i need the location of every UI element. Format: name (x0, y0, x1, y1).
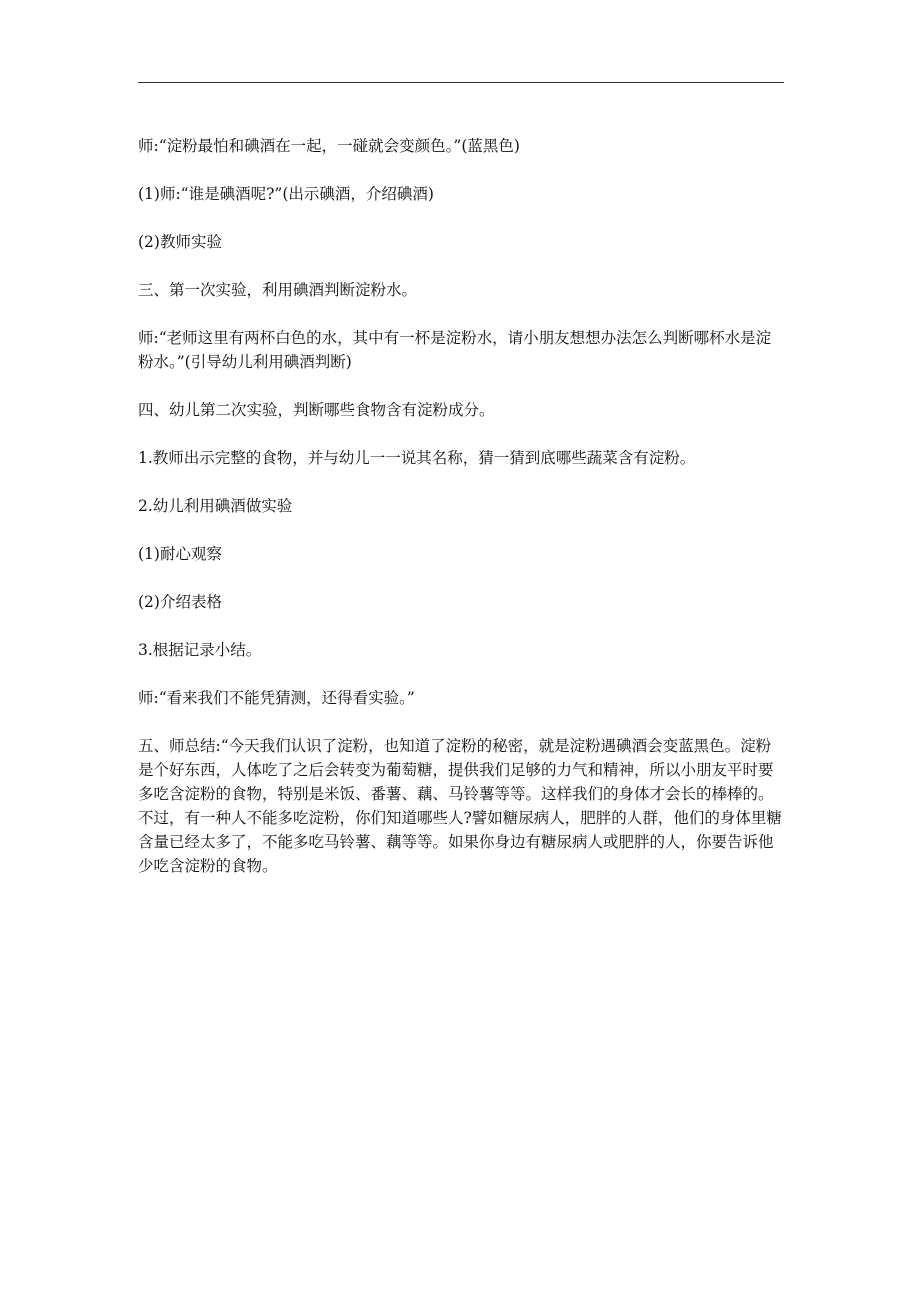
paragraph-who-is-iodine: (1)师:“谁是碘酒呢?”(出示碘酒，介绍碘酒) (138, 185, 434, 203)
paragraph-children-experiment: 2.幼儿利用碘酒做实验 (138, 497, 293, 515)
paragraph-cannot-guess: 师:“看来我们不能凭猜测，还得看实验。” (138, 689, 415, 707)
header-rule (138, 82, 784, 83)
section-heading-conclusion: 五、师总结:“今天我们认识了淀粉，也知道了淀粉的秘密，就是淀粉遇碘酒会变蓝黑色。淀粉是个好东西，人体吃了之后会转变为葡萄糖，提供我们足够的力气和精神，所以小朋友平时要多吃含淀粉的食物，特别是米饭、番薯、藕、马铃薯等等。这样我们的身体才会长的棒棒的。不过，有一种人不能多吃淀粉，你们知道哪些人?譬如糖尿病人，肥胖的人群，他们的身体里糖含量已经太多了，不能多吃马铃薯、藕等等。如果你身边有糖尿病人或肥胖的人，你要告诉他少吃含淀粉的食物。 (138, 737, 782, 875)
section-heading-second-experiment: 四、幼儿第二次实验，判断哪些食物含有淀粉成分。 (138, 401, 495, 419)
paragraph-teacher-experiment: (2)教师实验 (138, 233, 222, 251)
paragraph-show-foods: 1.教师出示完整的食物，并与幼儿一一说其名称，猜一猜到底哪些蔬菜含有淀粉。 (138, 449, 696, 467)
paragraph-starch-iodine-intro: 师:“淀粉最怕和碘酒在一起，一碰就会变颜色。”(蓝黑色) (138, 137, 520, 155)
section-heading-first-experiment: 三、第一次实验，利用碘酒判断淀粉水。 (138, 281, 418, 299)
paragraph-two-cups: 师:“老师这里有两杯白色的水，其中有一杯是淀粉水，请小朋友想想办法怎么判断哪杯水是淀粉水。”(引导幼儿利用碘酒判断) (138, 329, 772, 371)
paragraph-introduce-table: (2)介绍表格 (138, 593, 222, 611)
paragraph-observe: (1)耐心观察 (138, 545, 222, 563)
document-body (138, 134, 784, 902)
paragraph-summary-by-record: 3.根据记录小结。 (138, 641, 262, 659)
